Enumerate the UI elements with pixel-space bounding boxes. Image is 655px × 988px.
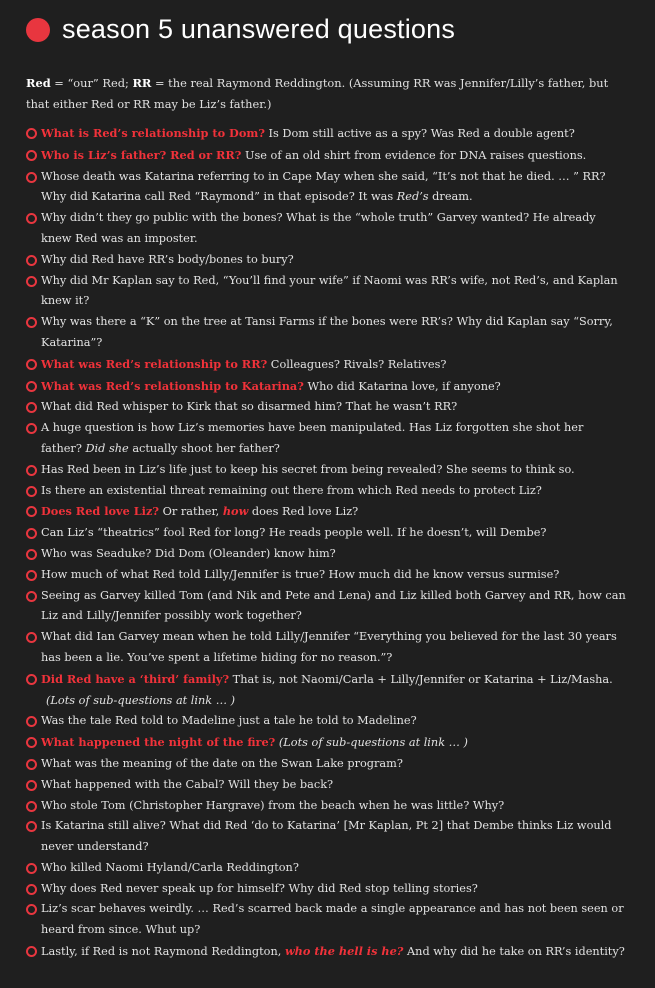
question-text: What happened with the Cabal? Will they be back? bbox=[41, 777, 334, 791]
page-header bbox=[26, 14, 455, 45]
circle-bullet-icon bbox=[26, 884, 37, 895]
question-hli: who the hell is he? bbox=[284, 944, 404, 959]
question-item bbox=[26, 271, 626, 313]
question-em: Did she bbox=[85, 441, 129, 455]
question-text bbox=[41, 481, 626, 502]
circle-bullet-icon bbox=[26, 904, 37, 915]
circle-bullet-icon bbox=[26, 759, 37, 770]
circle-bullet-icon bbox=[26, 150, 37, 161]
question-item bbox=[26, 523, 626, 544]
circle-bullet-icon bbox=[26, 255, 37, 266]
circle-bullet-icon bbox=[26, 402, 37, 413]
circle-bullet-icon bbox=[26, 801, 37, 812]
question-text: Is Dom still active as a spy? Was Red a double agent? bbox=[264, 127, 575, 140]
question-text: What did Red whisper to Kirk that so disarmed him? That he wasn’t RR? bbox=[41, 400, 458, 414]
page-title: season 5 unanswered questions bbox=[62, 14, 456, 44]
question-item bbox=[26, 208, 626, 250]
circle-bullet-icon bbox=[26, 465, 37, 476]
circle-bullet-icon bbox=[26, 821, 37, 832]
question-item bbox=[26, 796, 626, 817]
question-text bbox=[41, 816, 626, 858]
question-item bbox=[26, 816, 626, 858]
question-item bbox=[26, 376, 626, 398]
circle-bullet-icon bbox=[26, 863, 37, 874]
circle-bullet-icon bbox=[26, 486, 37, 497]
question-text bbox=[41, 669, 626, 712]
question-text: Liz’s scar behaves weirdly. … Red’s scarred back made a single appearance and has not been seen or heard from since. Whut up? bbox=[41, 902, 624, 937]
question-item bbox=[26, 941, 626, 963]
question-item bbox=[26, 565, 626, 586]
circle-bullet-icon bbox=[26, 591, 37, 602]
question-text: Is there an existential threat remaining out there from which Red needs to protect Liz? bbox=[41, 483, 542, 497]
question-item bbox=[26, 481, 626, 502]
circle-bullet-icon bbox=[26, 213, 37, 224]
question-text bbox=[41, 271, 626, 313]
question-hl: What was Red’s relationship to Katarina? bbox=[41, 378, 304, 393]
question-text: Why did Mr Kaplan say to Red, “You’ll find your wife” if Naomi was RR’s wife, not Red’s, and Kaplan knew it? bbox=[41, 273, 618, 308]
question-text bbox=[41, 250, 626, 271]
question-text bbox=[41, 711, 626, 732]
question-hl: Did Red have a ‘third’ family? bbox=[41, 671, 230, 686]
question-item bbox=[26, 627, 626, 669]
rr-key: RR bbox=[132, 76, 152, 90]
question-text bbox=[41, 544, 626, 565]
question-text: Why was there a “K” on the tree at Tansi Farms if the bones were RR’s? Why did Kaplan say “Sorry, Katarina”? bbox=[41, 315, 613, 349]
question-text: Why did Red have RR’s body/bones to bury? bbox=[41, 252, 294, 266]
question-text2: dream. bbox=[428, 190, 473, 204]
question-item bbox=[26, 899, 626, 941]
question-text2: And why did he take on RR’s identity? bbox=[403, 945, 625, 959]
circle-bullet-icon bbox=[26, 528, 37, 539]
circle-bullet-icon bbox=[26, 674, 37, 685]
question-item bbox=[26, 586, 626, 628]
question-item bbox=[26, 123, 626, 145]
question-text bbox=[41, 523, 626, 544]
question-item bbox=[26, 397, 626, 418]
question-text bbox=[41, 732, 626, 754]
question-text bbox=[41, 167, 626, 209]
question-text: Or rather, bbox=[159, 505, 223, 519]
question-text bbox=[41, 858, 626, 879]
circle-bullet-icon bbox=[26, 381, 37, 392]
circle-bullet-icon bbox=[26, 716, 37, 727]
question-text: Lastly, if Red is not Raymond Reddington, bbox=[41, 945, 285, 959]
question-item bbox=[26, 312, 626, 354]
question-text bbox=[41, 627, 626, 669]
question-text: Who killed Naomi Hyland/Carla Reddington? bbox=[41, 860, 299, 874]
question-em: Red’s bbox=[396, 190, 429, 204]
question-hl: What was Red’s relationship to RR? bbox=[41, 356, 268, 371]
question-item bbox=[26, 145, 626, 167]
question-item bbox=[26, 732, 626, 754]
question-text bbox=[41, 312, 626, 354]
question-list bbox=[26, 123, 626, 963]
question-text: Seeing as Garvey killed Tom (and Nik and Pete and Lena) and Liz killed both Garvey and RR, how can Liz and Lilly/Jennifer possibly work together? bbox=[41, 588, 626, 623]
question-text bbox=[41, 754, 626, 775]
question-hl: What happened the night of the fire? bbox=[41, 735, 276, 750]
circle-bullet-icon bbox=[26, 359, 37, 370]
question-hli: how bbox=[222, 504, 249, 519]
question-item bbox=[26, 879, 626, 900]
question-item bbox=[26, 754, 626, 775]
question-item bbox=[26, 669, 626, 712]
circle-bullet-icon bbox=[26, 946, 37, 957]
red-dot-icon bbox=[26, 18, 50, 42]
question-item bbox=[26, 460, 626, 481]
red-key: Red bbox=[26, 76, 51, 90]
question-sub: (Lots of sub-questions at link … ) bbox=[46, 693, 236, 707]
circle-bullet-icon bbox=[26, 317, 37, 328]
question-text bbox=[41, 208, 626, 250]
question-text bbox=[41, 501, 626, 523]
question-text: Whose death was Katarina referring to in Cape May when she said, “It’s not that he died. … ” RR? Why did Katarina call Red “Raymond” in that episode? It was bbox=[41, 169, 606, 204]
question-item bbox=[26, 501, 626, 523]
circle-bullet-icon bbox=[26, 506, 37, 517]
circle-bullet-icon bbox=[26, 423, 37, 434]
question-hl: Who is Liz’s father? Red or RR? bbox=[41, 147, 242, 162]
question-text: What did Ian Garvey mean when he told Lilly/Jennifer “Everything you believed for the last 30 years has been a lie. You’ve spent a lifetime hiding for no reason.”? bbox=[41, 630, 617, 664]
question-text: Who was Seaduke? Did Dom (Oleander) know him? bbox=[41, 546, 336, 560]
question-text: Was the tale Red told to Madeline just a tale he told to Madeline? bbox=[41, 714, 417, 728]
rr-def: = the real Raymond Reddington. (Assuming RR was Jennifer/Lilly’s father, but that either Red or RR may be Liz’s father.) bbox=[26, 76, 609, 111]
question-text bbox=[41, 418, 626, 460]
question-text bbox=[41, 586, 626, 628]
question-hl: What is Red’s relationship to Dom? bbox=[41, 126, 265, 140]
question-text2: actually shoot her father? bbox=[128, 441, 280, 455]
question-text bbox=[41, 796, 626, 817]
question-text: Has Red been in Liz’s life just to keep his secret from being revealed? She seems to think so. bbox=[41, 462, 575, 476]
circle-bullet-icon bbox=[26, 128, 37, 139]
question-item bbox=[26, 354, 626, 376]
question-text bbox=[41, 879, 626, 900]
question-item bbox=[26, 250, 626, 271]
question-text: Use of an old shirt from evidence for DNA raises questions. bbox=[241, 148, 587, 162]
question-text bbox=[41, 941, 626, 963]
question-item bbox=[26, 711, 626, 732]
question-item bbox=[26, 775, 626, 796]
question-hl: Does Red love Liz? bbox=[41, 504, 159, 519]
intro-paragraph bbox=[26, 73, 626, 115]
question-text bbox=[41, 376, 626, 398]
question-item bbox=[26, 544, 626, 565]
circle-bullet-icon bbox=[26, 570, 37, 581]
question-text: Why does Red never speak up for himself? Why did Red stop telling stories? bbox=[41, 881, 478, 895]
circle-bullet-icon bbox=[26, 737, 37, 748]
circle-bullet-icon bbox=[26, 549, 37, 560]
question-text bbox=[41, 460, 626, 481]
question-text: What was the meaning of the date on the Swan Lake program? bbox=[41, 756, 403, 770]
circle-bullet-icon bbox=[26, 172, 37, 183]
question-text: Colleagues? Rivals? Relatives? bbox=[267, 357, 447, 371]
question-em: (Lots of sub-questions at link … ) bbox=[275, 736, 468, 750]
question-text bbox=[41, 123, 626, 145]
question-item bbox=[26, 418, 626, 460]
question-text bbox=[41, 565, 626, 586]
red-def: = “our” Red; bbox=[50, 76, 133, 90]
question-text: Who did Katarina love, if anyone? bbox=[303, 379, 501, 393]
question-text: Why didn’t they go public with the bones? What is the “whole truth” Garvey wanted? He already knew Red was an imposter. bbox=[41, 211, 596, 245]
circle-bullet-icon bbox=[26, 276, 37, 287]
question-text2: does Red love Liz? bbox=[248, 505, 359, 519]
question-text: Who stole Tom (Christopher Hargrave) from the beach when he was little? Why? bbox=[41, 798, 505, 812]
question-text bbox=[41, 145, 626, 167]
question-text bbox=[41, 775, 626, 796]
question-item bbox=[26, 167, 626, 209]
question-text: Can Liz’s “theatrics” fool Red for long? He reads people well. If he doesn’t, will Dembe? bbox=[41, 526, 547, 540]
circle-bullet-icon bbox=[26, 632, 37, 643]
question-text bbox=[41, 354, 626, 376]
question-item bbox=[26, 858, 626, 879]
question-text: A huge question is how Liz’s memories have been manipulated. Has Liz forgotten she shot her father? bbox=[41, 421, 584, 455]
question-text bbox=[41, 899, 626, 941]
question-text: How much of what Red told Lilly/Jennifer is true? How much did he know versus surmise? bbox=[41, 567, 560, 581]
question-text: Is Katarina still alive? What did Red ‘do to Katarina’ [Mr Kaplan, Pt 2] that Dembe thinks Liz would never understand? bbox=[41, 819, 612, 854]
circle-bullet-icon bbox=[26, 780, 37, 791]
question-text bbox=[41, 397, 626, 418]
question-text: That is, not Naomi/Carla + Lilly/Jennifer or Katarina + Liz/Masha. bbox=[229, 672, 613, 686]
